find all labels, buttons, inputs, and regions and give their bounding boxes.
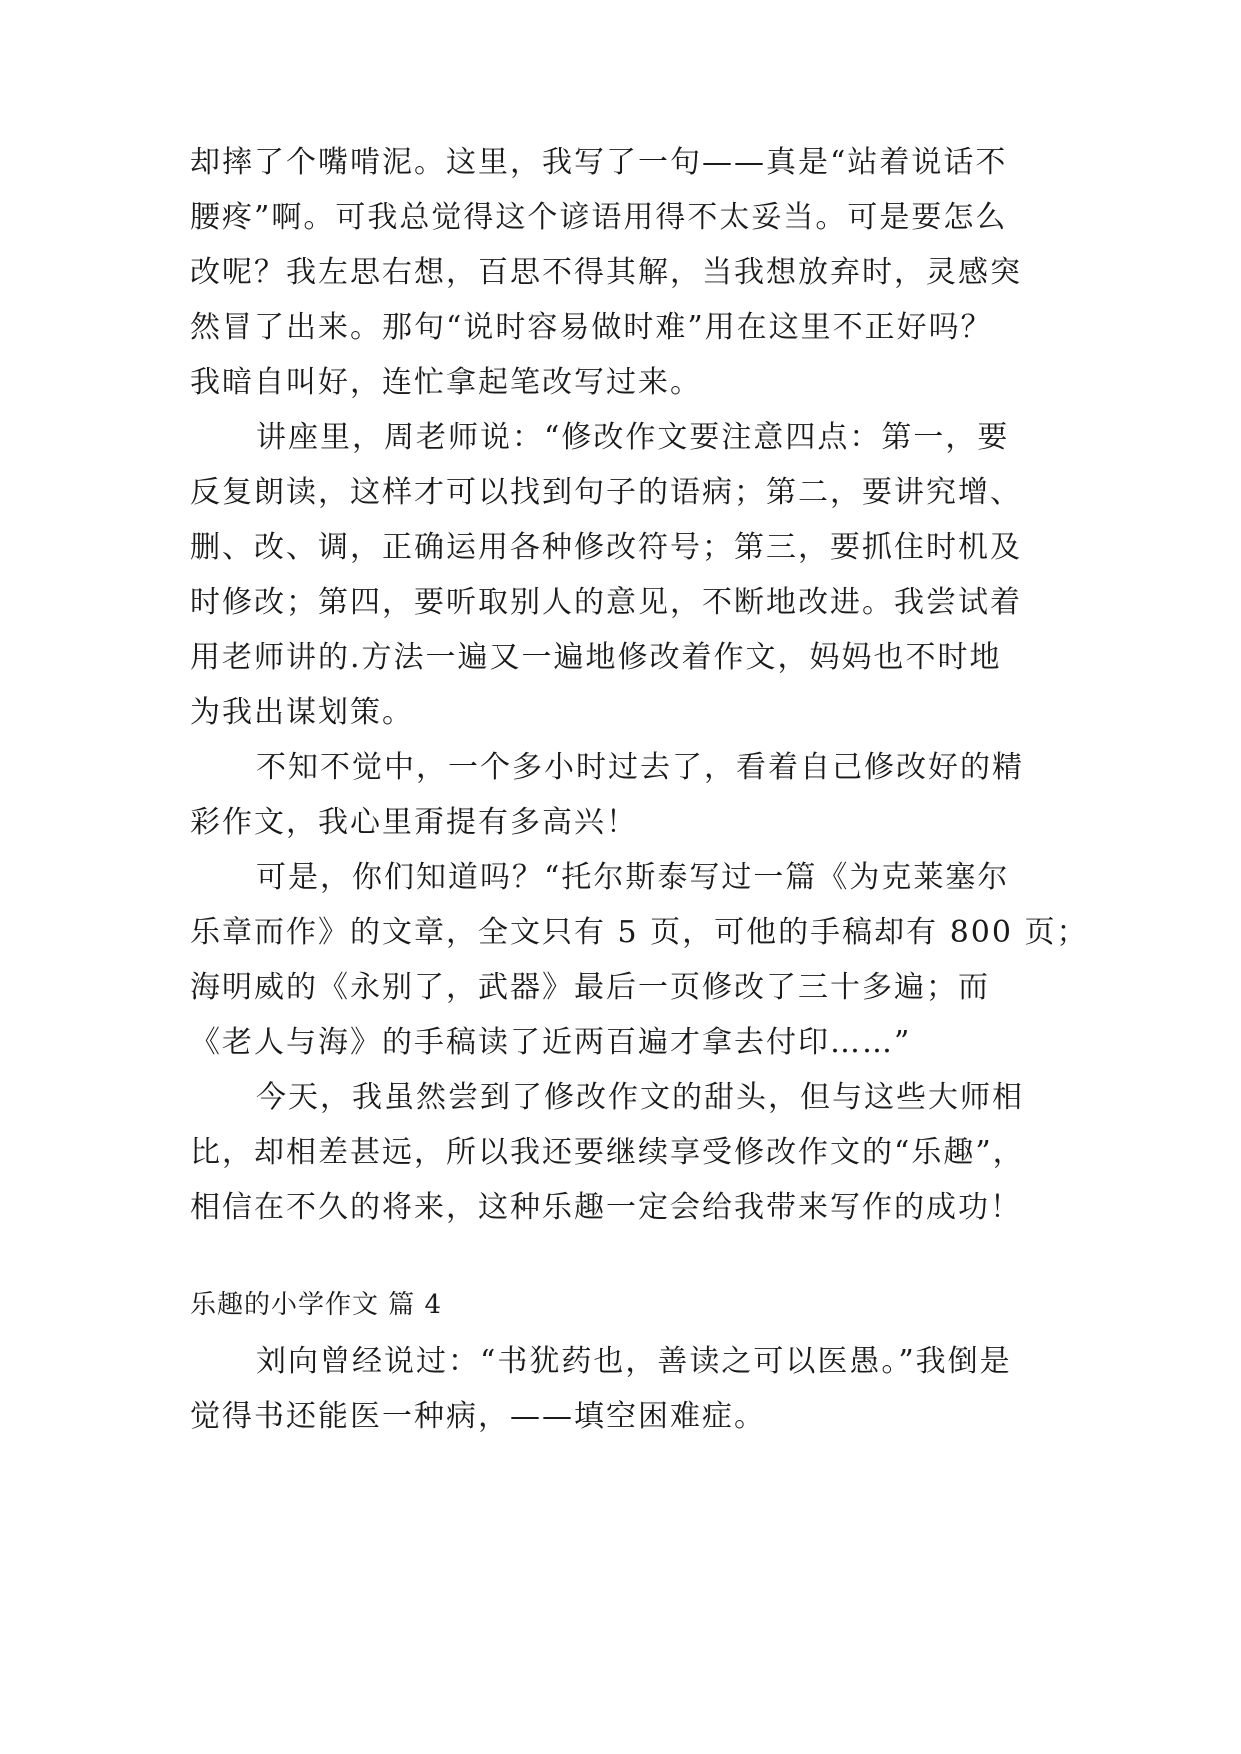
paragraph-line: 不知不觉中，一个多小时过去了，看着自己修改好的精 <box>256 750 1024 785</box>
paragraph-line: 时修改；第四，要听取别人的意见，不断地改进。我尝试着 <box>190 585 1022 620</box>
paragraph-line: 腰疼”啊。可我总觉得这个谚语用得不太妥当。可是要怎么 <box>190 200 1008 235</box>
paragraph-line: 今天，我虽然尝到了修改作文的甜头，但与这些大师相 <box>256 1080 1024 1115</box>
paragraph-line: 讲座里，周老师说：“修改作文要注意四点：第一，要 <box>256 420 1010 455</box>
paragraph-line: 可是，你们知道吗？“托尔斯泰写过一篇《为克莱塞尔 <box>256 860 1010 895</box>
paragraph-line: 为我出谋划策。 <box>190 695 414 730</box>
paragraph-line: 然冒了出来。那句“说时容易做时难”用在这里不正好吗？ <box>190 310 993 345</box>
paragraph-line: 乐章而作》的文章，全文只有 5 页，可他的手稿却有 800 页； <box>190 915 1089 950</box>
paragraph-line: 改呢？我左思右想，百思不得其解，当我想放弃时，灵感突 <box>190 255 1022 290</box>
paragraph-line: 用老师讲的.方法一遍又一遍地修改着作文，妈妈也不时地 <box>190 640 1002 675</box>
paragraph-line: 觉得书还能医一种病，——填空困难症。 <box>190 1399 766 1434</box>
paragraph-line: 比，却相差甚远，所以我还要继续享受修改作文的“乐趣”， <box>190 1135 1025 1170</box>
paragraph-line: 我暗自叫好，连忙拿起笔改写过来。 <box>190 365 702 400</box>
paragraph-line: 《老人与海》的手稿读了近两百遍才拿去付印……” <box>190 1025 912 1060</box>
paragraph-line: 彩作文，我心里甭提有多高兴！ <box>190 805 638 840</box>
paragraph-line: 海明威的《永别了，武器》最后一页修改了三十多遍；而 <box>190 970 990 1005</box>
paragraph-line: 相信在不久的将来，这种乐趣一定会给我带来写作的成功！ <box>190 1190 1022 1225</box>
section-heading: 乐趣的小学作文 篇 4 <box>190 1290 443 1320</box>
paragraph-line: 删、改、调，正确运用各种修改符号；第三，要抓住时机及 <box>190 530 1022 565</box>
paragraph-line: 反复朗读，这样才可以找到句子的语病；第二，要讲究增、 <box>190 475 1022 510</box>
paragraph-line: 却摔了个嘴啃泥。这里，我写了一句——真是“站着说话不 <box>190 145 1008 180</box>
paragraph-line: 刘向曾经说过：“书犹药也，善读之可以医愚。”我倒是 <box>256 1344 1012 1379</box>
